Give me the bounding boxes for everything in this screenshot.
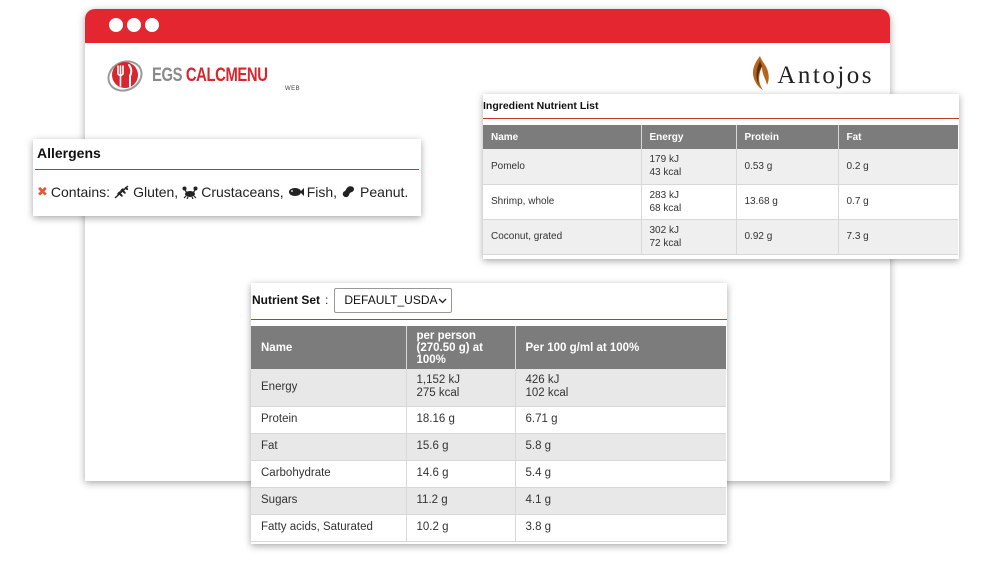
nutrient-per-100: 6.71 g [515, 406, 726, 433]
nutrient-name: Protein [251, 406, 406, 433]
allergen-fish: Fish, [306, 184, 338, 200]
logo-web-text: WEB [284, 85, 301, 92]
column-header[interactable]: Fat [838, 125, 958, 149]
divider [483, 118, 959, 119]
nutrient-name: Fat [251, 433, 406, 460]
column-header[interactable]: Per 100 g/ml at 100% [515, 326, 726, 369]
allergens-panel [33, 139, 421, 216]
nutrient-set-colon: : [325, 293, 329, 307]
nutrient-name: Energy [251, 369, 406, 406]
nutrient-per-person: 18.16 g [406, 406, 515, 433]
calcmenu-logo [106, 55, 300, 95]
table-header-row [251, 326, 726, 369]
ingredient-protein: 0.92 g [736, 219, 838, 254]
flame-icon [749, 55, 771, 96]
nutrient-per-person: 11.2 g [406, 487, 515, 514]
column-header[interactable]: Energy [641, 125, 736, 149]
logo-calcmenu-text: CALCMENU [185, 64, 268, 86]
nutrient-per-100: 3.8 g [515, 514, 726, 541]
window-dot-icon[interactable] [109, 18, 123, 32]
ingredient-fat: 0.7 g [838, 184, 958, 219]
ingredient-energy: 179 kJ 43 kcal [641, 149, 736, 184]
chevron-down-icon [438, 293, 447, 307]
nutrient-per-100: 5.8 g [515, 433, 726, 460]
allergens-prefix: Contains: [50, 184, 111, 200]
nutrient-name: Carbohydrate [251, 460, 406, 487]
window-dot-icon[interactable] [145, 18, 159, 32]
crab-icon [182, 185, 198, 199]
nutrient-name: Sugars [251, 487, 406, 514]
nutrient-set-value: DEFAULT_USDA [344, 293, 438, 307]
ingredient-nutrient-panel [483, 94, 959, 259]
table-row[interactable] [483, 219, 958, 254]
allergens-line [33, 170, 421, 200]
nutrient-per-person: 1,152 kJ 275 kcal [406, 369, 515, 406]
ingredient-protein: 0.53 g [736, 149, 838, 184]
peanut-icon [341, 185, 357, 199]
antojos-logo [749, 55, 874, 96]
nutrient-set-row [251, 283, 727, 317]
table-header-row [483, 125, 958, 149]
ingredient-protein: 13.68 g [736, 184, 838, 219]
table-row[interactable] [483, 149, 958, 184]
table-row[interactable] [251, 406, 726, 433]
allergen-gluten: Gluten, [133, 184, 179, 200]
nutrient-per-person: 10.2 g [406, 514, 515, 541]
allergen-crustaceans: Crustaceans, [201, 184, 284, 200]
nutrient-per-100: 5.4 g [515, 460, 726, 487]
ingredient-energy: 283 kJ 68 kcal [641, 184, 736, 219]
logo-egs-text: EGS [152, 64, 183, 86]
ingredient-energy: 302 kJ 72 kcal [641, 219, 736, 254]
column-header[interactable]: Name [483, 125, 641, 149]
nutrient-per-person: 15.6 g [406, 433, 515, 460]
antojos-wordmark: Antojos [777, 61, 874, 89]
column-header[interactable]: Name [251, 326, 406, 369]
table-row[interactable] [251, 369, 726, 406]
wheat-icon [114, 185, 130, 199]
window-dot-icon[interactable] [127, 18, 141, 32]
nutrient-set-select[interactable] [334, 288, 452, 313]
ingredient-name: Shrimp, whole [483, 184, 641, 219]
table-row[interactable] [251, 433, 726, 460]
ingredient-name: Coconut, grated [483, 219, 641, 254]
nutrient-per-person: 14.6 g [406, 460, 515, 487]
fish-icon [288, 185, 304, 199]
table-row[interactable] [251, 487, 726, 514]
allergen-peanut: Peanut. [360, 184, 409, 200]
nutrient-name: Fatty acids, Saturated [251, 514, 406, 541]
ingredient-panel-title: Ingredient Nutrient List [483, 100, 599, 112]
ingredient-name: Pomelo [483, 149, 641, 184]
table-row[interactable] [251, 514, 726, 541]
nutrient-set-label: Nutrient Set [252, 293, 321, 307]
ingredient-fat: 7.3 g [838, 219, 958, 254]
calcmenu-logo-text [152, 64, 301, 92]
nutrient-per-100: 426 kJ 102 kcal [515, 369, 726, 406]
table-row[interactable] [251, 460, 726, 487]
calcmenu-logo-icon [106, 56, 144, 94]
ingredient-fat: 0.2 g [838, 149, 958, 184]
divider [251, 319, 727, 320]
nutrient-per-100: 4.1 g [515, 487, 726, 514]
allergens-title: Allergens [37, 145, 101, 161]
column-header[interactable]: per person (270.50 g) at 100% [406, 326, 515, 369]
close-x-icon: ✖ [37, 184, 48, 199]
table-row[interactable] [483, 184, 958, 219]
nutrition-panel [251, 283, 727, 544]
ingredient-table [483, 125, 958, 255]
nutrition-table [251, 326, 726, 542]
browser-title-bar [85, 9, 890, 43]
column-header[interactable]: Protein [736, 125, 838, 149]
